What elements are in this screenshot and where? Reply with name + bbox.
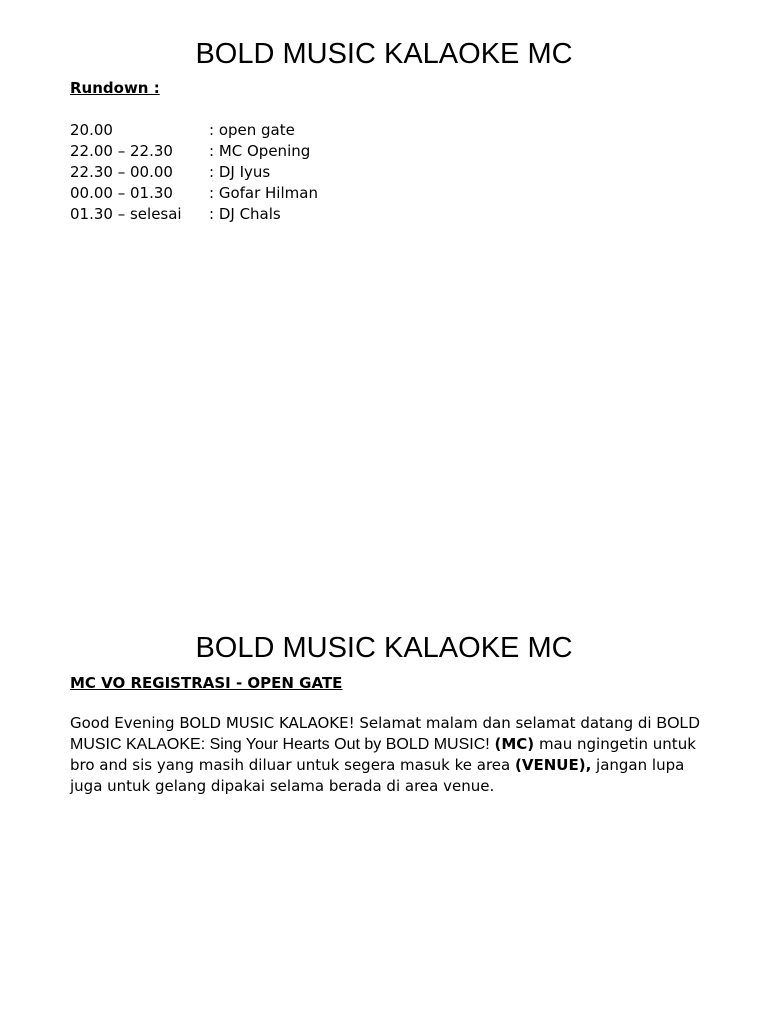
rundown-row — [70, 204, 318, 225]
rundown-time: 20.00 — [70, 121, 113, 139]
rundown-time: 00.00 – 01.30 — [70, 184, 173, 202]
rundown-act: : DJ Iyus — [209, 163, 271, 181]
vo-section-heading: MC VO REGISTRASI - OPEN GATE — [70, 674, 343, 692]
rundown-act: : Gofar Hilman — [209, 184, 318, 202]
rundown-time: 22.30 – 00.00 — [70, 163, 173, 181]
vo-script-text: mau ngingetin untuk bro and sis yang masih diluar untuk segera masuk ke area — [70, 735, 696, 774]
mc-cue: (MC) — [494, 735, 535, 753]
rundown-row — [70, 183, 318, 204]
rundown-act: : MC Opening — [209, 142, 311, 160]
vo-script-paragraph — [70, 713, 710, 797]
rundown-row — [70, 141, 318, 162]
rundown-heading: Rundown : — [70, 79, 160, 97]
rundown-row — [70, 162, 318, 183]
rundown-row — [70, 120, 318, 141]
rundown-time: 22.00 – 22.30 — [70, 142, 173, 160]
vo-script-text: jangan lupa juga untuk gelang dipakai selama berada di area venue. — [70, 756, 685, 795]
rundown-list — [70, 120, 318, 225]
vo-script-text: BOLD MUSIC KALAOKE: Sing Your Hearts Out by BOLD MUSIC! — [70, 715, 700, 753]
rundown-act: : open gate — [209, 121, 295, 139]
page-title: BOLD MUSIC KALAOKE MC — [195, 632, 573, 664]
rundown-act: : DJ Chals — [209, 205, 281, 223]
rundown-time: 01.30 – selesai — [70, 205, 182, 223]
vo-script-text: Good Evening BOLD MUSIC KALAOKE! Selamat malam dan selamat datang di — [70, 714, 652, 732]
page-title: BOLD MUSIC KALAOKE MC — [195, 38, 573, 70]
venue-cue: (VENUE), — [515, 756, 592, 774]
